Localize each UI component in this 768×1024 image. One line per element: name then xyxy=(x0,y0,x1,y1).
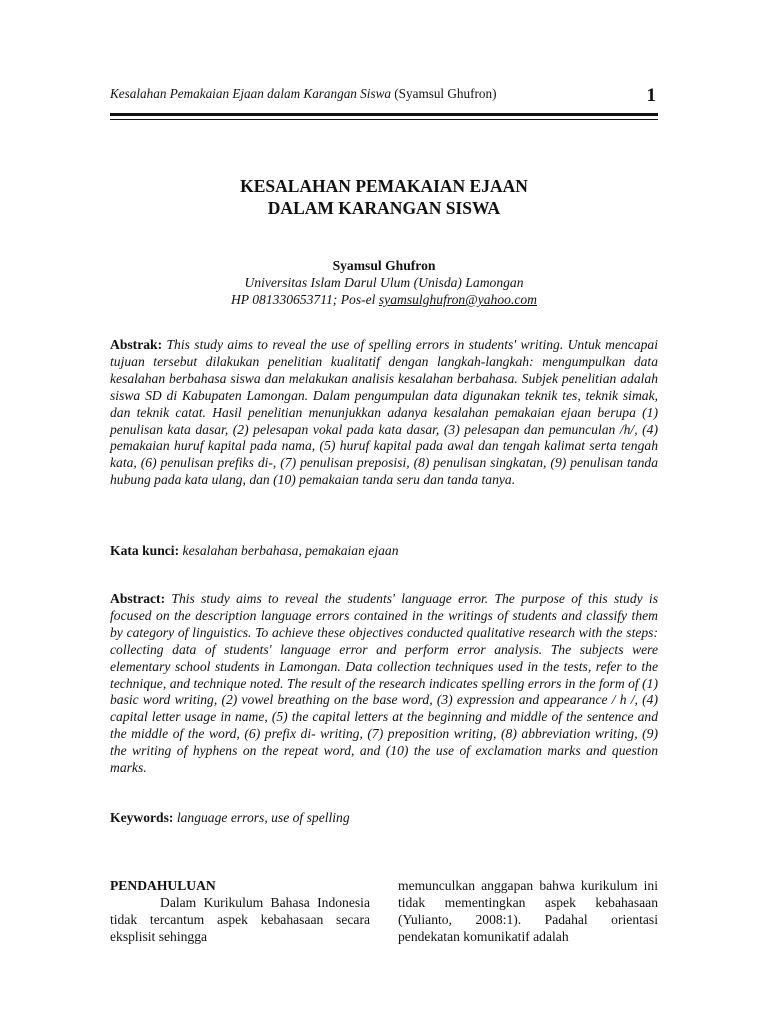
kata-kunci-text: kesalahan berbahasa, pemakaian ejaan xyxy=(182,543,399,558)
author-affiliation: Universitas Islam Darul Ulum (Unisda) Lamongan xyxy=(244,275,524,290)
keywords-text: language errors, use of spelling xyxy=(176,810,350,825)
right-column-paragraph: memunculkan anggapan bahwa kurikulum ini tidak mementingkan aspek kebahasaan (Yulianto, 2008:1). Padahal orientasi pendekatan komunikatif adalah xyxy=(398,878,658,944)
keywords-label: Keywords: xyxy=(110,810,174,825)
title-line-2: DALAM KARANGAN SISWA xyxy=(267,198,501,218)
abstract-label: Abstract: xyxy=(110,591,166,606)
kata-kunci-paragraph xyxy=(110,543,658,560)
header-rule-thin xyxy=(110,119,658,120)
left-column-paragraph: Dalam Kurikulum Bahasa Indonesia tidak tercantum aspek kebahasaan secara eksplisit sehingga xyxy=(110,895,370,944)
header-rule-thick xyxy=(110,113,658,116)
section-heading: PENDAHULUAN xyxy=(110,878,216,893)
abstrak-label: Abstrak: xyxy=(110,337,163,352)
page-number: 1 xyxy=(646,85,656,106)
keywords-paragraph xyxy=(110,810,658,827)
author-name: Syamsul Ghufron xyxy=(332,258,436,273)
contact-prefix: HP 081330653711; Pos-el xyxy=(230,292,379,307)
paper-title xyxy=(110,175,658,219)
running-header xyxy=(110,86,658,102)
body-column-right xyxy=(398,877,658,945)
title-line-1: KESALAHAN PEMAKAIAN EJAAN xyxy=(240,176,528,196)
author-block xyxy=(110,257,658,308)
abstract-paragraph xyxy=(110,591,658,777)
abstrak-text: This study aims to reveal the use of spelling errors in students' writing. Untuk mencapai tujuan tersebut dilakukan penelitian kualitatif dengan langkah-langkah: mengumpulkan data kesalahan berbahasa siswa dan melakukan analisis kesalahan berbahasa. Subjek penelitian adalah siswa SD di Kabupaten Lamongan. Dalam pengumpulan data digunakan teknik tes, teknik simak, dan teknik catat. Hasil penelitian menunjukkan adanya kesalahan pemakaian ejaan berupa (1) penulisan kata dasar, (2) pelesapan vokal pada kata dasar, (3) pelesapan dan pemunculan /h/, (4) pemakaian huruf kapital pada nama, (5) huruf kapital pada awal dan tengah kalimat serta tengah kata, (6) penulisan prefiks di-, (7) penulisan preposisi, (8) penulisan singkatan, (9) penulisan tanda hubung pada kata ulang, dan (10) pemakaian tanda seru dan tanda tanya. xyxy=(110,337,659,488)
author-contact xyxy=(110,291,658,308)
body-column-left xyxy=(110,877,370,945)
kata-kunci-label: Kata kunci: xyxy=(110,543,180,558)
running-title: Kesalahan Pemakaian Ejaan dalam Karangan Siswa xyxy=(110,86,391,101)
abstract-text: This study aims to reveal the students' language error. The purpose of this study is focused on the description language errors contained in the writings of students and classify them by category of linguistics. To achieve these objectives conducted qualitative research with the steps: collecting data of students' language error and perform error analysis. The subjects were elementary school students in Lamongan. Data collection techniques used in the tests, refer to the technique, and technique noted. The result of the research indicates spelling errors in the form of (1) basic word writing, (2) vowel breathing on the base word, (3) expression and appearance / h /, (4) capital letter usage in name, (5) the capital letters at the beginning and middle of the sentence and the middle of the word, (6) prefix di- writing, (7) preposition writing, (8) abbreviation writing, (9) the writing of hyphens on the repeat word, and (10) the use of exclamation marks and question marks. xyxy=(110,591,658,776)
email-link[interactable]: syamsulghufron@yahoo.com xyxy=(378,292,537,307)
abstrak-paragraph xyxy=(110,337,658,489)
running-author: (Syamsul Ghufron) xyxy=(394,86,497,101)
